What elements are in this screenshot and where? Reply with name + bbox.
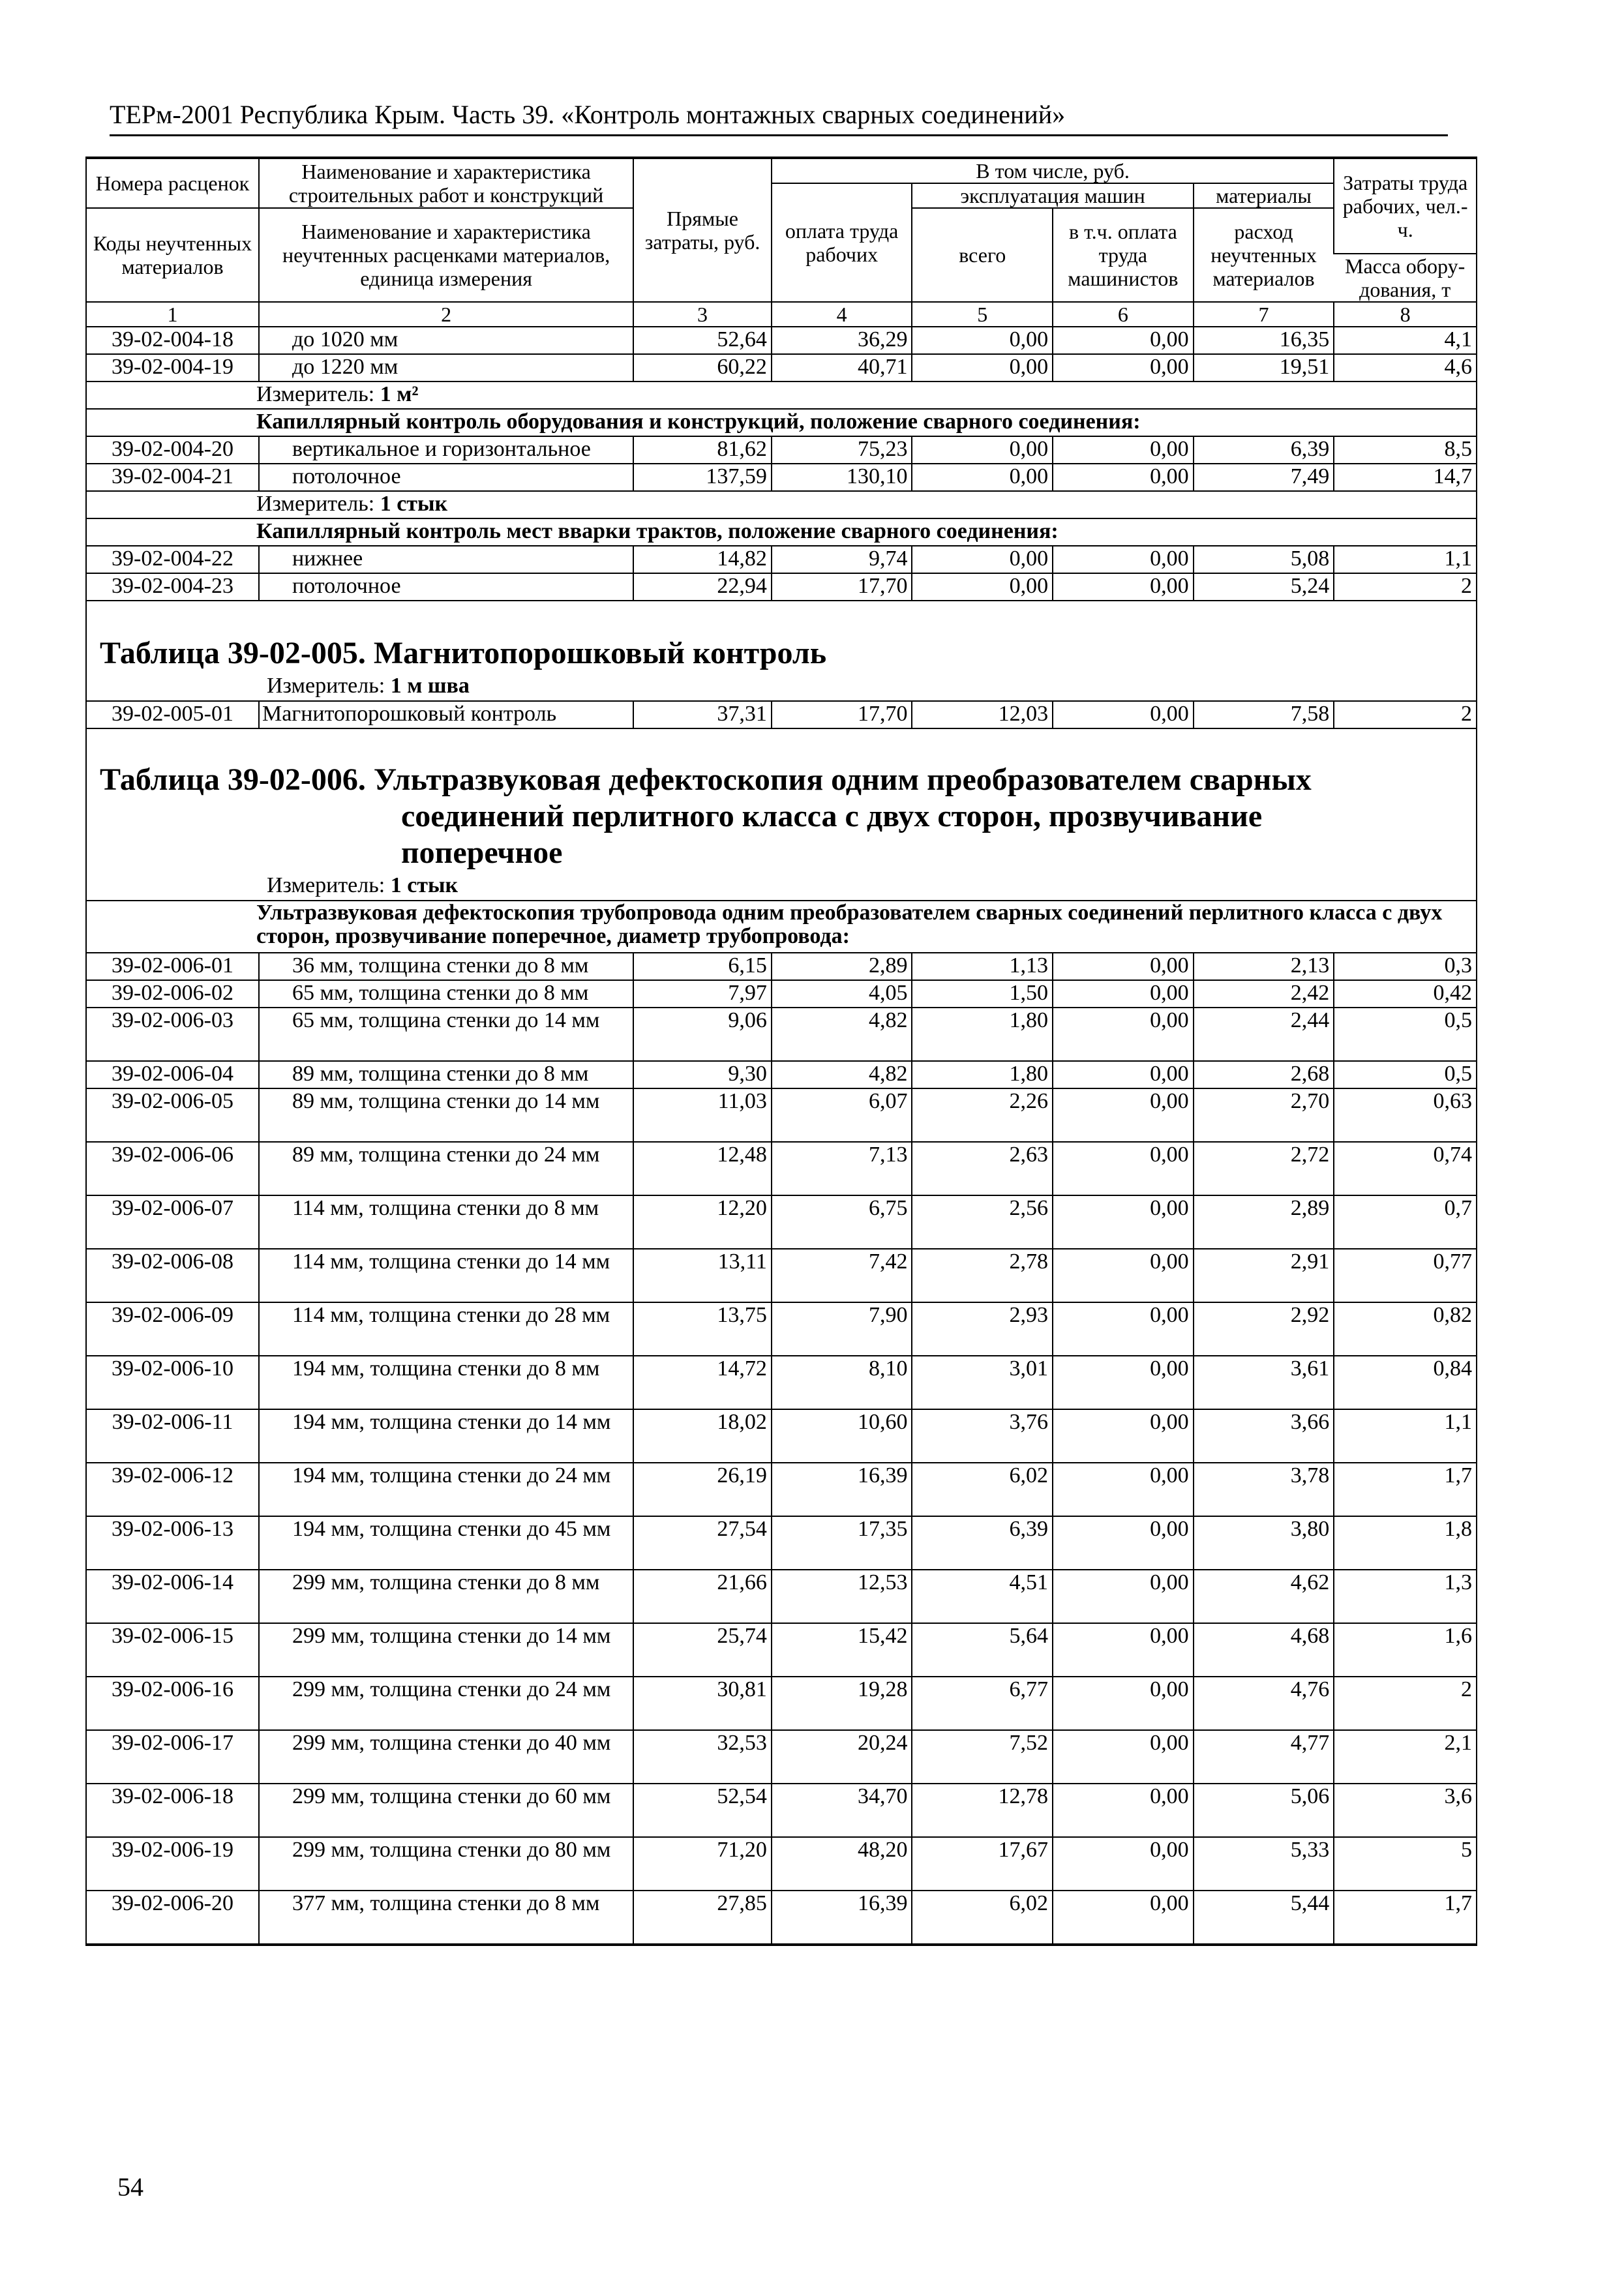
row-name: 114 мм, толщина стенки до 8 мм <box>259 1195 633 1249</box>
row-labor-pay: 7,42 <box>772 1249 912 1302</box>
table-row <box>87 1837 1476 1891</box>
row-machinist-pay: 0,00 <box>1053 1008 1194 1061</box>
row-materials: 2,70 <box>1194 1088 1334 1142</box>
row-machinist-pay: 0,00 <box>1053 1570 1194 1623</box>
row-code: 39-02-004-18 <box>87 327 259 354</box>
row-labor-hours: 1,6 <box>1334 1623 1476 1677</box>
measure-label: Измеритель: <box>256 382 375 406</box>
row-labor-pay: 12,53 <box>772 1570 912 1623</box>
row-labor-hours: 2 <box>1334 701 1476 728</box>
row-materials: 6,39 <box>1194 436 1334 464</box>
row-direct-cost: 32,53 <box>633 1730 772 1784</box>
row-materials: 2,89 <box>1194 1195 1334 1249</box>
table-row <box>87 1249 1476 1302</box>
row-labor-pay: 17,70 <box>772 573 912 601</box>
row-direct-cost: 26,19 <box>633 1463 772 1516</box>
row-labor-pay: 4,82 <box>772 1008 912 1061</box>
row-machines-total: 0,00 <box>912 464 1053 491</box>
row-labor-hours: 2,1 <box>1334 1730 1476 1784</box>
row-name: 89 мм, толщина стенки до 8 мм <box>259 1061 633 1088</box>
row-machinist-pay: 0,00 <box>1053 1891 1194 1944</box>
row-direct-cost: 137,59 <box>633 464 772 491</box>
table-row <box>87 327 1476 354</box>
row-direct-cost: 52,64 <box>633 327 772 354</box>
table-row <box>87 1008 1476 1061</box>
row-name: 299 мм, толщина стенки до 80 мм <box>259 1837 633 1891</box>
row-labor-hours: 1,7 <box>1334 1463 1476 1516</box>
row-materials: 3,66 <box>1194 1409 1334 1463</box>
table-006-title <box>87 729 1476 871</box>
row-machinist-pay: 0,00 <box>1053 980 1194 1008</box>
row-materials: 2,91 <box>1194 1249 1334 1302</box>
table-row <box>87 546 1476 573</box>
row-machines-total: 0,00 <box>912 327 1053 354</box>
th-rashod: расход неучтенных материалов <box>1194 208 1334 302</box>
row-direct-cost: 27,85 <box>633 1891 772 1944</box>
row-materials: 2,44 <box>1194 1008 1334 1061</box>
row-labor-hours: 0,5 <box>1334 1061 1476 1088</box>
row-materials: 5,44 <box>1194 1891 1334 1944</box>
table-005-title: Таблица 39-02-005. Магнитопорошковый контроль <box>100 636 827 670</box>
row-code: 39-02-006-04 <box>87 1061 259 1088</box>
row-direct-cost: 9,30 <box>633 1061 772 1088</box>
row-code: 39-02-006-14 <box>87 1570 259 1623</box>
row-materials: 2,13 <box>1194 953 1334 980</box>
th-massa: Масса обору-дования, т <box>1334 254 1476 302</box>
th-num: 1 <box>87 302 259 327</box>
row-materials: 5,33 <box>1194 1837 1334 1891</box>
row-name: 194 мм, толщина стенки до 14 мм <box>259 1409 633 1463</box>
row-direct-cost: 14,82 <box>633 546 772 573</box>
row-machines-total: 1,80 <box>912 1008 1053 1061</box>
row-machines-total: 0,00 <box>912 573 1053 601</box>
row-labor-hours: 0,74 <box>1334 1142 1476 1195</box>
row-labor-pay: 2,89 <box>772 953 912 980</box>
row-labor-pay: 6,07 <box>772 1088 912 1142</box>
row-name: Магнитопорошковый контроль <box>259 701 633 728</box>
row-materials: 5,24 <box>1194 573 1334 601</box>
row-labor-pay: 7,90 <box>772 1302 912 1356</box>
row-name: 194 мм, толщина стенки до 45 мм <box>259 1516 633 1570</box>
row-labor-hours: 1,1 <box>1334 1409 1476 1463</box>
row-materials: 3,61 <box>1194 1356 1334 1409</box>
row-machines-total: 6,77 <box>912 1677 1053 1730</box>
th-num: 7 <box>1194 302 1334 327</box>
row-labor-hours: 5 <box>1334 1837 1476 1891</box>
measure-row <box>87 672 1476 700</box>
row-machinist-pay: 0,00 <box>1053 1195 1194 1249</box>
th-ekspl: эксплуатация машин <box>912 183 1193 208</box>
row-code: 39-02-006-18 <box>87 1784 259 1837</box>
row-machines-total: 1,80 <box>912 1061 1053 1088</box>
row-machines-total: 5,64 <box>912 1623 1053 1677</box>
row-materials: 4,62 <box>1194 1570 1334 1623</box>
measure-row <box>87 871 1476 900</box>
row-labor-hours: 0,82 <box>1334 1302 1476 1356</box>
th-oplata: оплата труда рабочих <box>772 183 912 302</box>
row-labor-hours: 4,6 <box>1334 354 1476 382</box>
row-name: 65 мм, толщина стенки до 14 мм <box>259 1008 633 1061</box>
table-row <box>87 1195 1476 1249</box>
row-labor-pay: 4,82 <box>772 1061 912 1088</box>
row-machinist-pay: 0,00 <box>1053 1837 1194 1891</box>
table-row <box>87 1623 1476 1677</box>
row-direct-cost: 25,74 <box>633 1623 772 1677</box>
row-direct-cost: 37,31 <box>633 701 772 728</box>
row-machines-total: 12,03 <box>912 701 1053 728</box>
row-labor-pay: 34,70 <box>772 1784 912 1837</box>
row-labor-pay: 9,74 <box>772 546 912 573</box>
row-labor-pay: 15,42 <box>772 1623 912 1677</box>
row-machines-total: 17,67 <box>912 1837 1053 1891</box>
row-code: 39-02-004-23 <box>87 573 259 601</box>
title-line: соединений перлитного класса с двух сторон, прозвучивание <box>401 799 1263 833</box>
row-machines-total: 3,01 <box>912 1356 1053 1409</box>
row-name: потолочное <box>259 573 633 601</box>
row-direct-cost: 6,15 <box>633 953 772 980</box>
row-name: 299 мм, толщина стенки до 60 мм <box>259 1784 633 1837</box>
row-code: 39-02-006-07 <box>87 1195 259 1249</box>
row-labor-pay: 6,75 <box>772 1195 912 1249</box>
row-name: потолочное <box>259 464 633 491</box>
row-name: нижнее <box>259 546 633 573</box>
row-labor-hours: 1,3 <box>1334 1570 1476 1623</box>
row-name: до 1220 мм <box>259 354 633 382</box>
table-row <box>87 1677 1476 1730</box>
row-materials: 4,77 <box>1194 1730 1334 1784</box>
row-machines-total: 2,93 <box>912 1302 1053 1356</box>
document-frame <box>85 157 1477 1946</box>
row-direct-cost: 14,72 <box>633 1356 772 1409</box>
row-machines-total: 1,50 <box>912 980 1053 1008</box>
table-row <box>87 1891 1476 1944</box>
row-labor-pay: 130,10 <box>772 464 912 491</box>
row-machines-total: 6,02 <box>912 1463 1053 1516</box>
table-row <box>87 1142 1476 1195</box>
table-row <box>87 953 1476 980</box>
row-machines-total: 1,13 <box>912 953 1053 980</box>
th-pryamye: Прямые затраты, руб. <box>633 158 772 302</box>
header-table <box>87 158 1476 601</box>
row-direct-cost: 13,75 <box>633 1302 772 1356</box>
row-labor-hours: 14,7 <box>1334 464 1476 491</box>
row-machines-total: 2,63 <box>912 1142 1053 1195</box>
table-row <box>87 1463 1476 1516</box>
row-code: 39-02-006-15 <box>87 1623 259 1677</box>
measure-value: 1 стык <box>390 873 459 897</box>
row-labor-pay: 17,70 <box>772 701 912 728</box>
row-machinist-pay: 0,00 <box>1053 1409 1194 1463</box>
table-005 <box>87 700 1476 729</box>
row-machines-total: 2,56 <box>912 1195 1053 1249</box>
measure-value: 1 м² <box>380 382 419 406</box>
row-materials: 2,42 <box>1194 980 1334 1008</box>
measure-label: Измеритель: <box>267 674 385 698</box>
row-code: 39-02-005-01 <box>87 701 259 728</box>
table-row <box>87 354 1476 382</box>
table-row <box>87 1784 1476 1837</box>
row-name: 299 мм, толщина стенки до 14 мм <box>259 1623 633 1677</box>
row-direct-cost: 12,20 <box>633 1195 772 1249</box>
row-machinist-pay: 0,00 <box>1053 1249 1194 1302</box>
row-direct-cost: 52,54 <box>633 1784 772 1837</box>
table-row <box>87 1061 1476 1088</box>
row-machinist-pay: 0,00 <box>1053 464 1194 491</box>
table-006 <box>87 900 1476 1945</box>
row-name: 89 мм, толщина стенки до 14 мм <box>259 1088 633 1142</box>
row-code: 39-02-006-09 <box>87 1302 259 1356</box>
th-num: 2 <box>259 302 633 327</box>
row-code: 39-02-006-06 <box>87 1142 259 1195</box>
row-code: 39-02-006-19 <box>87 1837 259 1891</box>
measure-label: Измеритель: <box>256 492 375 516</box>
table-row <box>87 1730 1476 1784</box>
row-machinist-pay: 0,00 <box>1053 953 1194 980</box>
row-code: 39-02-006-01 <box>87 953 259 980</box>
section-title: Капиллярный контроль оборудования и конструкций, положение сварного соединения: <box>87 409 1476 436</box>
row-machines-total: 7,52 <box>912 1730 1053 1784</box>
row-name: до 1020 мм <box>259 327 633 354</box>
row-direct-cost: 21,66 <box>633 1570 772 1623</box>
row-direct-cost: 9,06 <box>633 1008 772 1061</box>
th-vsego: всего <box>912 208 1053 302</box>
row-name: 36 мм, толщина стенки до 8 мм <box>259 953 633 980</box>
row-direct-cost: 71,20 <box>633 1837 772 1891</box>
th-zatraty: Затраты труда рабочих, чел.-ч. <box>1334 158 1476 254</box>
row-materials: 7,58 <box>1194 701 1334 728</box>
th-num: 4 <box>772 302 912 327</box>
row-name: 299 мм, толщина стенки до 40 мм <box>259 1730 633 1784</box>
row-labor-hours: 8,5 <box>1334 436 1476 464</box>
row-code: 39-02-006-08 <box>87 1249 259 1302</box>
row-direct-cost: 60,22 <box>633 354 772 382</box>
row-direct-cost: 22,94 <box>633 573 772 601</box>
row-machinist-pay: 0,00 <box>1053 546 1194 573</box>
row-direct-cost: 30,81 <box>633 1677 772 1730</box>
th-num: 5 <box>912 302 1053 327</box>
row-code: 39-02-006-11 <box>87 1409 259 1463</box>
row-direct-cost: 27,54 <box>633 1516 772 1570</box>
row-labor-hours: 3,6 <box>1334 1784 1476 1837</box>
row-machinist-pay: 0,00 <box>1053 1516 1194 1570</box>
row-name: 194 мм, толщина стенки до 24 мм <box>259 1463 633 1516</box>
row-machines-total: 12,78 <box>912 1784 1053 1837</box>
row-machinist-pay: 0,00 <box>1053 354 1194 382</box>
row-machines-total: 0,00 <box>912 354 1053 382</box>
measure-value: 1 м шва <box>390 674 470 698</box>
row-machinist-pay: 0,00 <box>1053 327 1194 354</box>
row-machines-total: 0,00 <box>912 546 1053 573</box>
row-name: 299 мм, толщина стенки до 24 мм <box>259 1677 633 1730</box>
th-num: 3 <box>633 302 772 327</box>
table-row <box>87 980 1476 1008</box>
row-code: 39-02-006-17 <box>87 1730 259 1784</box>
row-name: 65 мм, толщина стенки до 8 мм <box>259 980 633 1008</box>
row-materials: 7,49 <box>1194 464 1334 491</box>
row-name: 89 мм, толщина стенки до 24 мм <box>259 1142 633 1195</box>
row-labor-pay: 16,39 <box>772 1463 912 1516</box>
title-line: Таблица 39-02-006. Ультразвуковая дефектоскопия одним преобразователем сварных <box>100 762 1312 797</box>
row-materials: 5,08 <box>1194 546 1334 573</box>
row-labor-hours: 1,8 <box>1334 1516 1476 1570</box>
row-labor-pay: 19,28 <box>772 1677 912 1730</box>
row-labor-pay: 48,20 <box>772 1837 912 1891</box>
section-title: Ультразвуковая дефектоскопия трубопровода одним преобразователем сварных соединений перлитного класса с двух сторон, прозвучивание поперечное, диаметр трубопровода: <box>87 901 1476 953</box>
row-labor-pay: 16,39 <box>772 1891 912 1944</box>
row-code: 39-02-006-05 <box>87 1088 259 1142</box>
row-machines-total: 2,78 <box>912 1249 1053 1302</box>
row-labor-hours: 0,3 <box>1334 953 1476 980</box>
th-num: 6 <box>1053 302 1194 327</box>
row-machinist-pay: 0,00 <box>1053 1302 1194 1356</box>
row-materials: 2,72 <box>1194 1142 1334 1195</box>
row-materials: 2,68 <box>1194 1061 1334 1088</box>
row-labor-hours: 1,7 <box>1334 1891 1476 1944</box>
row-labor-hours: 4,1 <box>1334 327 1476 354</box>
table-row <box>87 1516 1476 1570</box>
row-labor-pay: 17,35 <box>772 1516 912 1570</box>
table-row <box>87 1088 1476 1142</box>
row-direct-cost: 81,62 <box>633 436 772 464</box>
row-labor-hours: 0,42 <box>1334 980 1476 1008</box>
row-materials: 3,80 <box>1194 1516 1334 1570</box>
row-name: 377 мм, толщина стенки до 8 мм <box>259 1891 633 1944</box>
row-direct-cost: 7,97 <box>633 980 772 1008</box>
th-vtch: в т.ч. оплата труда машинистов <box>1053 208 1194 302</box>
title-line: поперечное <box>401 835 563 870</box>
row-machines-total: 0,00 <box>912 436 1053 464</box>
row-code: 39-02-006-16 <box>87 1677 259 1730</box>
row-labor-hours: 0,77 <box>1334 1249 1476 1302</box>
row-labor-pay: 75,23 <box>772 436 912 464</box>
row-labor-pay: 4,05 <box>772 980 912 1008</box>
row-labor-pay: 8,10 <box>772 1356 912 1409</box>
row-labor-hours: 2 <box>1334 573 1476 601</box>
row-labor-hours: 1,1 <box>1334 546 1476 573</box>
row-labor-pay: 10,60 <box>772 1409 912 1463</box>
table-row <box>87 701 1476 728</box>
table-row <box>87 1302 1476 1356</box>
row-code: 39-02-006-13 <box>87 1516 259 1570</box>
row-materials: 3,78 <box>1194 1463 1334 1516</box>
row-direct-cost: 13,11 <box>633 1249 772 1302</box>
row-code: 39-02-006-20 <box>87 1891 259 1944</box>
table-row <box>87 573 1476 601</box>
row-materials: 5,06 <box>1194 1784 1334 1837</box>
section-title: Капиллярный контроль мест вварки трактов, положение сварного соединения: <box>87 518 1476 546</box>
measure-row <box>87 382 1476 409</box>
th-naim2: Наименование и характеристика неучтенных расценками материалов, единица измерения <box>259 208 633 302</box>
row-machinist-pay: 0,00 <box>1053 436 1194 464</box>
row-machines-total: 6,02 <box>912 1891 1053 1944</box>
row-machinist-pay: 0,00 <box>1053 1784 1194 1837</box>
measure-row <box>87 491 1476 518</box>
row-machinist-pay: 0,00 <box>1053 1730 1194 1784</box>
th-materialy: материалы <box>1194 183 1334 208</box>
row-machines-total: 2,26 <box>912 1088 1053 1142</box>
row-machinist-pay: 0,00 <box>1053 573 1194 601</box>
row-name: 194 мм, толщина стенки до 8 мм <box>259 1356 633 1409</box>
row-machinist-pay: 0,00 <box>1053 1088 1194 1142</box>
row-machinist-pay: 0,00 <box>1053 1061 1194 1088</box>
row-machines-total: 4,51 <box>912 1570 1053 1623</box>
row-code: 39-02-004-20 <box>87 436 259 464</box>
measure-value: 1 стык <box>380 492 448 516</box>
row-labor-pay: 20,24 <box>772 1730 912 1784</box>
row-materials: 2,92 <box>1194 1302 1334 1356</box>
row-machines-total: 3,76 <box>912 1409 1053 1463</box>
row-direct-cost: 12,48 <box>633 1142 772 1195</box>
th-num: 8 <box>1334 302 1476 327</box>
row-code: 39-02-004-19 <box>87 354 259 382</box>
page-number: 54 <box>117 2172 143 2202</box>
th-kody: Коды неучтенных материалов <box>87 208 259 302</box>
row-materials: 4,68 <box>1194 1623 1334 1677</box>
row-materials: 16,35 <box>1194 327 1334 354</box>
row-name: 114 мм, толщина стенки до 28 мм <box>259 1302 633 1356</box>
th-nomera: Номера расценок <box>87 158 259 208</box>
row-materials: 4,76 <box>1194 1677 1334 1730</box>
row-name: вертикальное и горизонтальное <box>259 436 633 464</box>
row-machinist-pay: 0,00 <box>1053 701 1194 728</box>
table-row <box>87 464 1476 491</box>
row-machinist-pay: 0,00 <box>1053 1356 1194 1409</box>
table-row <box>87 436 1476 464</box>
row-code: 39-02-006-10 <box>87 1356 259 1409</box>
row-machinist-pay: 0,00 <box>1053 1623 1194 1677</box>
table-row <box>87 1409 1476 1463</box>
th-naim: Наименование и характеристика строительных работ и конструкций <box>259 158 633 208</box>
row-labor-pay: 7,13 <box>772 1142 912 1195</box>
row-code: 39-02-004-22 <box>87 546 259 573</box>
row-materials: 19,51 <box>1194 354 1334 382</box>
table-row <box>87 1570 1476 1623</box>
row-machinist-pay: 0,00 <box>1053 1142 1194 1195</box>
row-labor-hours: 0,84 <box>1334 1356 1476 1409</box>
row-code: 39-02-004-21 <box>87 464 259 491</box>
row-machinist-pay: 0,00 <box>1053 1463 1194 1516</box>
row-code: 39-02-006-12 <box>87 1463 259 1516</box>
th-v-tom-chisle: В том числе, руб. <box>772 158 1334 183</box>
page-header: ТЕРм-2001 Республика Крым. Часть 39. «Контроль монтажных сварных соединений» <box>110 97 1448 136</box>
measure-label: Измеритель: <box>267 873 385 897</box>
row-labor-hours: 2 <box>1334 1677 1476 1730</box>
row-labor-pay: 36,29 <box>772 327 912 354</box>
row-labor-hours: 0,63 <box>1334 1088 1476 1142</box>
row-labor-hours: 0,7 <box>1334 1195 1476 1249</box>
row-code: 39-02-006-02 <box>87 980 259 1008</box>
row-code: 39-02-006-03 <box>87 1008 259 1061</box>
row-machines-total: 6,39 <box>912 1516 1053 1570</box>
row-direct-cost: 11,03 <box>633 1088 772 1142</box>
row-name: 114 мм, толщина стенки до 14 мм <box>259 1249 633 1302</box>
row-name: 299 мм, толщина стенки до 8 мм <box>259 1570 633 1623</box>
row-direct-cost: 18,02 <box>633 1409 772 1463</box>
table-row <box>87 1356 1476 1409</box>
row-labor-hours: 0,5 <box>1334 1008 1476 1061</box>
row-machinist-pay: 0,00 <box>1053 1677 1194 1730</box>
row-labor-pay: 40,71 <box>772 354 912 382</box>
